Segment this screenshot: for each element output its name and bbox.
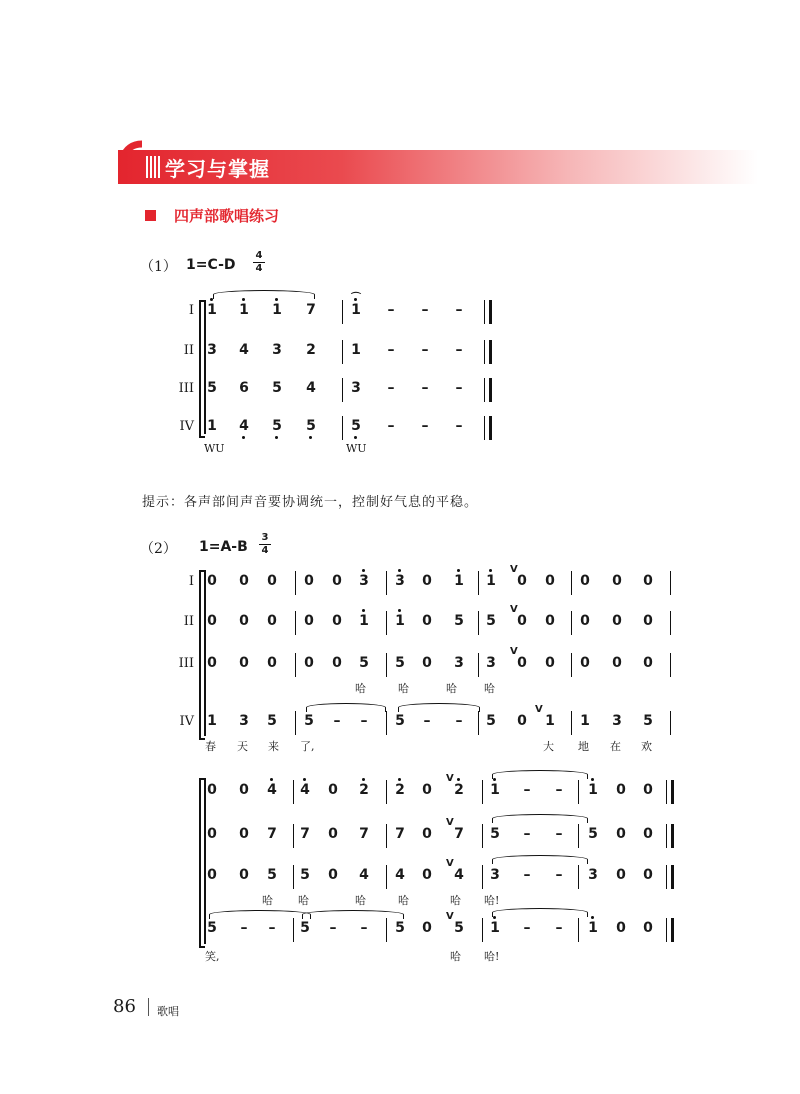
note: 0 <box>267 613 277 629</box>
dash-extender: – <box>555 920 563 936</box>
note: 5 <box>300 920 310 936</box>
subsection-heading <box>145 205 279 226</box>
lyric: 哈 <box>262 894 273 907</box>
slur <box>306 703 386 712</box>
dash-extender: – <box>387 342 395 358</box>
note: 0 <box>580 655 590 671</box>
lyric: 哈 <box>298 894 309 907</box>
note: 1 <box>588 920 598 936</box>
banner-bars-decoration <box>146 156 162 178</box>
tip-text: 提示：各声部间声音要协调统一，控制好气息的平稳。 <box>142 495 479 510</box>
slur <box>492 770 588 779</box>
octave-dot-low <box>275 436 278 439</box>
lyric: 笑, <box>205 950 220 963</box>
dash-extender: – <box>387 418 395 434</box>
note: 5 <box>267 713 277 729</box>
time-sig-top: 4 <box>255 250 263 261</box>
barline <box>293 780 294 804</box>
note: 5 <box>300 867 310 883</box>
lyric: 来 <box>268 740 279 753</box>
note: 0 <box>239 782 249 798</box>
voice-label: II <box>183 343 194 358</box>
voice-label: IV <box>179 714 194 729</box>
dash-extender: – <box>455 342 463 358</box>
breath-mark: V <box>510 564 518 575</box>
note: 0 <box>545 573 555 589</box>
note: 2 <box>454 782 464 798</box>
note: 5 <box>454 920 464 936</box>
octave-dot-low <box>242 436 245 439</box>
slur <box>213 290 315 299</box>
system-line <box>204 570 206 736</box>
lyric: 哈 <box>450 894 461 907</box>
lyric: 大 <box>543 740 554 753</box>
dash-extender: – <box>523 867 531 883</box>
note: 0 <box>207 867 217 883</box>
note: 0 <box>517 573 527 589</box>
note: 1 <box>580 713 590 729</box>
dash-extender: – <box>421 418 429 434</box>
voice-label: I <box>188 303 194 318</box>
note: 1 <box>272 302 282 318</box>
lyric: WU <box>204 442 225 455</box>
barline <box>342 416 343 440</box>
note: 4 <box>395 867 405 883</box>
breath-mark: V <box>535 704 543 715</box>
octave-dot-high <box>457 569 460 572</box>
barline <box>478 571 479 595</box>
note: 0 <box>612 655 622 671</box>
dash-extender: – <box>421 302 429 318</box>
dash-extender: – <box>523 826 531 842</box>
note: 5 <box>207 380 217 396</box>
note: 0 <box>422 613 432 629</box>
note: 1 <box>207 713 217 729</box>
note: 1 <box>359 613 369 629</box>
lyric: 在 <box>610 740 621 753</box>
note: 0 <box>422 573 432 589</box>
barline <box>386 653 387 677</box>
note: 0 <box>304 613 314 629</box>
note: 1 <box>588 782 598 798</box>
breath-mark: V <box>510 604 518 615</box>
note: 1 <box>454 573 464 589</box>
note: 5 <box>486 613 496 629</box>
note: 5 <box>395 920 405 936</box>
dash-extender: – <box>555 826 563 842</box>
square-bullet-icon <box>145 210 156 221</box>
note: 0 <box>643 573 653 589</box>
lyric: 欢 <box>641 740 652 753</box>
note: 0 <box>207 655 217 671</box>
dash-extender: – <box>455 380 463 396</box>
barline <box>482 865 483 889</box>
barline <box>578 865 579 889</box>
note: 0 <box>207 613 217 629</box>
note: 7 <box>395 826 405 842</box>
barline <box>478 611 479 635</box>
double-barline <box>666 780 674 804</box>
note: 0 <box>207 782 217 798</box>
lyric: 哈! <box>484 894 500 907</box>
dash-extender: – <box>387 302 395 318</box>
voice-label: IV <box>179 419 194 434</box>
note: 0 <box>267 573 277 589</box>
lyric: 春 <box>205 740 216 753</box>
double-barline <box>484 416 492 440</box>
dash-extender: – <box>333 713 341 729</box>
note: 6 <box>239 380 249 396</box>
note: 4 <box>300 782 310 798</box>
note: 0 <box>612 613 622 629</box>
lyric: 哈 <box>355 894 366 907</box>
note: 0 <box>267 655 277 671</box>
barline <box>670 611 671 635</box>
book-title: 歌唱 <box>157 1005 179 1018</box>
barline <box>386 824 387 848</box>
time-sig-bottom: 4 <box>261 545 269 556</box>
lyric: 哈 <box>398 894 409 907</box>
double-barline <box>666 918 674 942</box>
note: 7 <box>300 826 310 842</box>
dash-extender: – <box>455 418 463 434</box>
note: 0 <box>422 826 432 842</box>
note: 0 <box>517 613 527 629</box>
barline <box>342 300 343 324</box>
barline <box>295 711 296 735</box>
lyric: 地 <box>578 740 589 753</box>
note: 3 <box>272 342 282 358</box>
note: 0 <box>616 920 626 936</box>
note: 0 <box>422 920 432 936</box>
dash-extender: – <box>423 713 431 729</box>
barline <box>478 711 479 735</box>
octave-dot-low <box>354 436 357 439</box>
octave-dot-high <box>303 778 306 781</box>
barline <box>578 918 579 942</box>
note: 7 <box>454 826 464 842</box>
note: 0 <box>207 826 217 842</box>
barline <box>386 711 387 735</box>
barline <box>295 571 296 595</box>
lyric: 哈 <box>398 682 409 695</box>
note: 1 <box>545 713 555 729</box>
note: 5 <box>207 920 217 936</box>
breath-mark: V <box>446 858 454 869</box>
note: 0 <box>580 573 590 589</box>
barline <box>571 653 572 677</box>
lyric: 哈! <box>484 950 500 963</box>
note: 1 <box>351 302 361 318</box>
note: 0 <box>332 573 342 589</box>
octave-dot-high <box>457 778 460 781</box>
barline <box>295 611 296 635</box>
note: 4 <box>359 867 369 883</box>
note: 5 <box>272 380 282 396</box>
note: 2 <box>306 342 316 358</box>
note: 3 <box>588 867 598 883</box>
note: 5 <box>454 613 464 629</box>
octave-dot-high <box>591 778 594 781</box>
note: 0 <box>332 655 342 671</box>
barline <box>670 711 671 735</box>
note: 3 <box>207 342 217 358</box>
note: 5 <box>359 655 369 671</box>
exercise1-key: 1=C-D <box>186 257 236 273</box>
double-barline <box>484 300 492 324</box>
barline <box>342 340 343 364</box>
dash-extender: – <box>360 713 368 729</box>
barline <box>571 611 572 635</box>
note: 3 <box>351 380 361 396</box>
double-barline <box>666 865 674 889</box>
slur <box>492 908 588 917</box>
breath-mark: V <box>446 817 454 828</box>
note: 5 <box>272 418 282 434</box>
slur <box>209 910 311 919</box>
note: 3 <box>359 573 369 589</box>
note: 0 <box>643 782 653 798</box>
note: 4 <box>239 342 249 358</box>
note: 0 <box>422 867 432 883</box>
note: 0 <box>328 867 338 883</box>
note: 3 <box>395 573 405 589</box>
note: 0 <box>239 613 249 629</box>
dash-extender: – <box>268 920 276 936</box>
dash-extender: – <box>387 380 395 396</box>
note: 1 <box>207 418 217 434</box>
note: 1 <box>486 573 496 589</box>
octave-dot-high <box>398 609 401 612</box>
double-barline <box>484 340 492 364</box>
note: 0 <box>616 782 626 798</box>
dash-extender: – <box>421 342 429 358</box>
note: 0 <box>643 867 653 883</box>
note: 0 <box>422 782 432 798</box>
lyric: 哈 <box>355 682 366 695</box>
note: 0 <box>643 613 653 629</box>
barline <box>386 571 387 595</box>
lyric: 天 <box>237 740 248 753</box>
barline <box>482 780 483 804</box>
voice-label: III <box>178 381 194 396</box>
note: 5 <box>304 713 314 729</box>
note: 7 <box>359 826 369 842</box>
note: 0 <box>239 573 249 589</box>
barline <box>478 653 479 677</box>
note: 0 <box>239 826 249 842</box>
barline <box>578 780 579 804</box>
octave-dot-high <box>362 609 365 612</box>
octave-dot-high <box>362 778 365 781</box>
breath-mark: V <box>446 773 454 784</box>
note: 0 <box>612 573 622 589</box>
note: 5 <box>643 713 653 729</box>
system-line <box>204 300 206 434</box>
barline <box>386 918 387 942</box>
lyric: 了, <box>300 740 315 753</box>
note: 5 <box>351 418 361 434</box>
barline <box>342 378 343 402</box>
note: 3 <box>612 713 622 729</box>
barline <box>670 653 671 677</box>
note: 0 <box>643 920 653 936</box>
note: 5 <box>395 713 405 729</box>
note: 1 <box>395 613 405 629</box>
barline <box>295 653 296 677</box>
note: 0 <box>643 826 653 842</box>
note: 0 <box>332 613 342 629</box>
note: 0 <box>304 573 314 589</box>
exercise2-key: 1=A-B <box>199 539 248 555</box>
octave-dot-high <box>489 569 492 572</box>
note: 4 <box>267 782 277 798</box>
barline <box>386 865 387 889</box>
breath-mark: V <box>510 646 518 657</box>
octave-dot-high <box>270 778 273 781</box>
voice-label: III <box>178 656 194 671</box>
exercise2-time-signature <box>259 533 271 556</box>
lyric: 哈 <box>450 950 461 963</box>
note: 5 <box>486 713 496 729</box>
note: 7 <box>267 826 277 842</box>
note: 4 <box>239 418 249 434</box>
note: 0 <box>616 826 626 842</box>
note: 0 <box>328 826 338 842</box>
barline <box>578 824 579 848</box>
page-number: 86 <box>113 996 136 1017</box>
note: 0 <box>517 655 527 671</box>
note: 5 <box>490 826 500 842</box>
exercise2-label: （2） <box>140 541 177 557</box>
note: 0 <box>580 613 590 629</box>
double-barline <box>484 378 492 402</box>
breath-mark: V <box>446 911 454 922</box>
note: 7 <box>306 302 316 318</box>
dash-extender: – <box>455 713 463 729</box>
voice-label: II <box>183 614 194 629</box>
barline <box>386 780 387 804</box>
time-sig-bottom: 4 <box>255 263 263 274</box>
note: 0 <box>517 713 527 729</box>
note: 5 <box>588 826 598 842</box>
note: 1 <box>239 302 249 318</box>
barline <box>482 918 483 942</box>
barline <box>571 711 572 735</box>
note: 2 <box>395 782 405 798</box>
lyric: 哈 <box>446 682 457 695</box>
barline <box>293 824 294 848</box>
exercise1-time-signature <box>253 251 265 274</box>
dash-extender: – <box>523 782 531 798</box>
barline <box>386 611 387 635</box>
subsection-title: 四声部歌唱练习 <box>174 207 280 225</box>
dash-extender: – <box>240 920 248 936</box>
exercise1-label: （1） <box>140 259 177 275</box>
slur <box>492 855 588 864</box>
note: 5 <box>395 655 405 671</box>
barline <box>482 824 483 848</box>
note: 3 <box>239 713 249 729</box>
octave-dot-low <box>309 436 312 439</box>
note: 3 <box>490 867 500 883</box>
octave-dot-high <box>591 916 594 919</box>
note: 5 <box>267 867 277 883</box>
time-sig-top: 3 <box>261 532 269 543</box>
dash-extender: – <box>360 920 368 936</box>
note: 4 <box>306 380 316 396</box>
dash-extender: – <box>555 867 563 883</box>
note: 0 <box>643 655 653 671</box>
dash-extender: – <box>523 920 531 936</box>
footer-separator <box>148 998 149 1016</box>
note: 0 <box>616 867 626 883</box>
note: 0 <box>239 867 249 883</box>
slur <box>302 910 404 919</box>
dash-extender: – <box>455 302 463 318</box>
double-barline <box>666 824 674 848</box>
lyric: WU <box>346 442 367 455</box>
lyric: 哈 <box>484 682 495 695</box>
slur <box>492 814 588 823</box>
note: 0 <box>545 613 555 629</box>
octave-dot-high <box>362 569 365 572</box>
dash-extender: – <box>555 782 563 798</box>
slur <box>398 703 480 712</box>
barline <box>571 571 572 595</box>
barline <box>670 571 671 595</box>
note: 0 <box>207 573 217 589</box>
fermata-icon: ⌒ <box>351 293 361 304</box>
note: 0 <box>422 655 432 671</box>
octave-dot-high <box>398 569 401 572</box>
voice-label: I <box>188 574 194 589</box>
note: 0 <box>304 655 314 671</box>
note: 5 <box>306 418 316 434</box>
note: 3 <box>454 655 464 671</box>
note: 1 <box>490 920 500 936</box>
note: 0 <box>545 655 555 671</box>
dash-extender: – <box>329 920 337 936</box>
note: 1 <box>207 302 217 318</box>
note: 1 <box>351 342 361 358</box>
note: 1 <box>490 782 500 798</box>
barline <box>293 918 294 942</box>
section-title: 学习与掌握 <box>165 157 270 181</box>
note: 4 <box>454 867 464 883</box>
barline <box>293 865 294 889</box>
note: 3 <box>486 655 496 671</box>
octave-dot-high <box>398 778 401 781</box>
note: 0 <box>328 782 338 798</box>
dash-extender: – <box>421 380 429 396</box>
note: 2 <box>359 782 369 798</box>
note: 0 <box>239 655 249 671</box>
